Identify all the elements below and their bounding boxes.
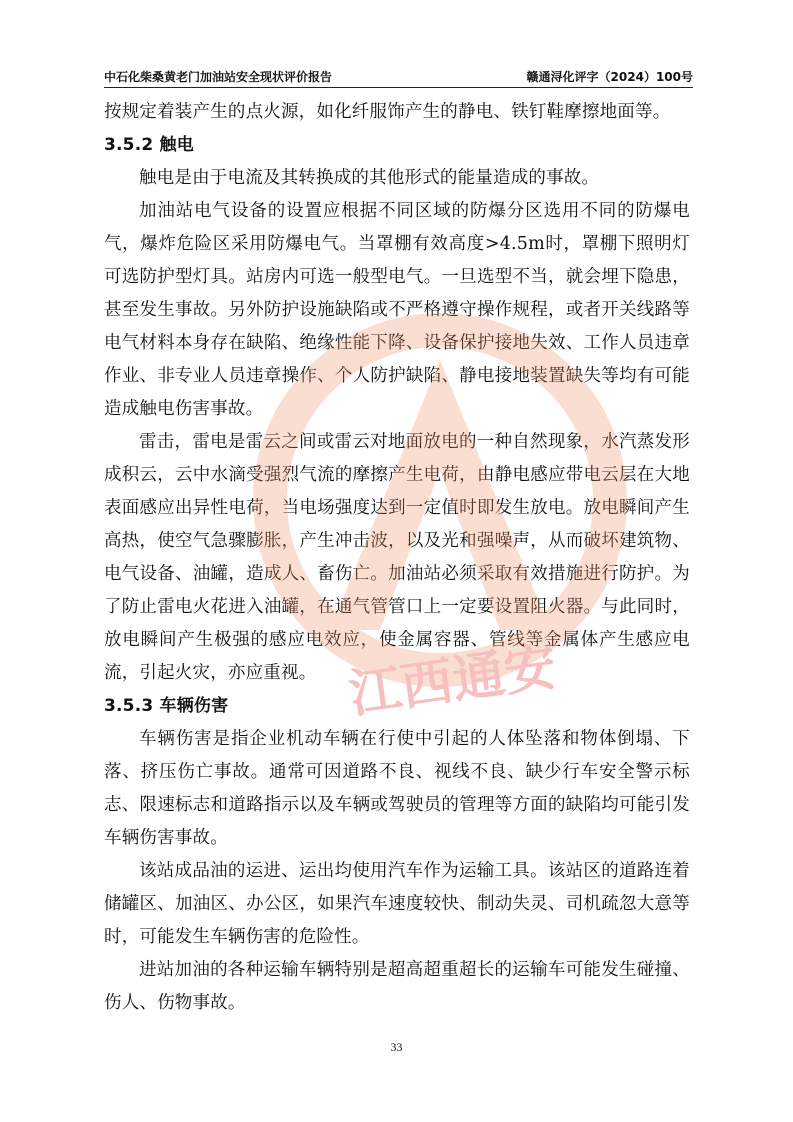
paragraph-ignition-sources: 按规定着装产生的点火源，如化纤服饰产生的静电、铁钉鞋摩擦地面等。: [104, 102, 671, 122]
paragraph-transport: 该站成品油的运进、运出均使用汽车作为运输工具。该站区的道路连着储罐区、加油区、办公区，如果汽车速度较快、制动失灵、司机疏忽大意等时，可能发生车辆伤害的危险性。: [104, 861, 690, 947]
header-report-title: 中石化柴桑黄老门加油站安全现状评价报告: [104, 70, 333, 84]
page-number: 33: [390, 1040, 403, 1054]
paragraph-lightning: 雷击，雷电是雷云之间或雷云对地面放电的一种自然现象，水汽蒸发形成积云，云中水滴受强烈气流的摩擦产生电荷，由静电感应带电云层在大地表面感应出异性电荷，当电场强度达到一定值时即发生放电。放电瞬间产生高热，使空气急骤膨胀，产生冲击波，以及光和强噪声，从而破坏建筑物、电气设备、油罐，造成人、畜伤亡。加油站必须采取有效措施进行防护。为了防止雷电火花进入油罐，在通气管管口上一定要设置阻火器。与此同时，放电瞬间产生极强的感应电效应，使金属容器、管线等金属体产生感应电流，引起火灾，亦应重视。: [104, 432, 690, 683]
paragraph-electrical-equipment: 加油站电气设备的设置应根据不同区域的防爆分区选用不同的防爆电气，爆炸危险区采用防爆电气。当罩棚有效高度>4.5m时，罩棚下照明灯可选防护型灯具。站房内可选一般型电气。一旦选型不当，就会埋下隐患，甚至发生事故。另外防护设施缺陷或不严格遵守操作规程，或者开关线路等电气材料本身存在缺陷、绝缘性能下降、设备保护接地失效、工作人员违章作业、非专业人员违章操作、个人防护缺陷、静电接地装置缺失等均有可能造成触电伤害事故。: [104, 201, 690, 419]
page-header: [104, 66, 693, 86]
paragraph-shock-definition: 触电是由于电流及其转换成的其他形式的能量造成的事故。: [139, 168, 600, 188]
header-report-number: 赣通浔化评字（2024）100号: [526, 70, 693, 84]
section-heading-electric-shock: 3.5.2 触电: [104, 135, 194, 155]
svg-text:江西通安: 江西通安: [345, 636, 561, 726]
paragraph-vehicle-injury-definition: 车辆伤害是指企业机动车辆在行使中引起的人体坠落和物体倒塌、下落、挤压伤亡事故。通常可因道路不良、视线不良、缺少行车安全警示标志、限速标志和道路指示以及车辆或驾驶员的管理等方面的缺陷均可能引发车辆伤害事故。: [104, 729, 690, 848]
header-divider: [104, 87, 693, 88]
document-body: [104, 96, 690, 1020]
paragraph-oversize-vehicles: 进站加油的各种运输车辆特别是超高超重超长的运输车可能发生碰撞、伤人、伤物事故。: [104, 960, 690, 1013]
section-heading-vehicle-injury: 3.5.3 车辆伤害: [104, 696, 229, 716]
